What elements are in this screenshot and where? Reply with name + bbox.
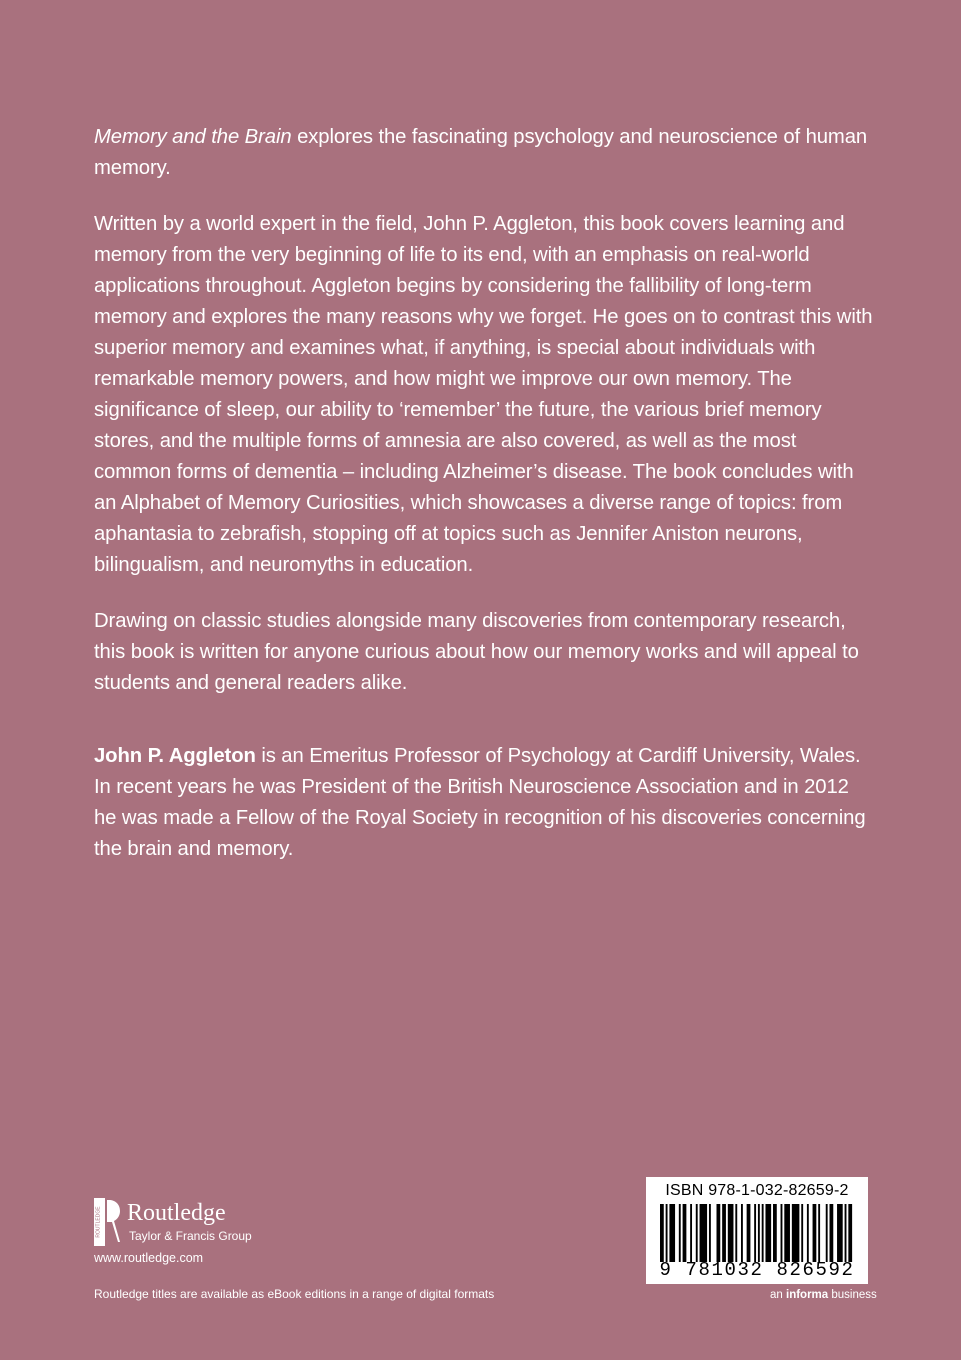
blurb-audience: Drawing on classic studies alongside many discoveries from contemporary research, this book is written for anyone curious about how our memory works and will appeal to students and general readers alike. (94, 610, 859, 694)
isbn-barcode (646, 1177, 868, 1284)
informa-brand: informa (786, 1289, 829, 1301)
publisher-name: Routledge (127, 1200, 226, 1226)
isbn-label: ISBN 978-1-032-82659-2 (665, 1182, 849, 1199)
informa-prefix: an (770, 1289, 786, 1301)
publisher-website[interactable]: www.routledge.com (94, 1251, 204, 1265)
publisher-block (94, 1196, 354, 1276)
publisher-group: Taylor & Francis Group (129, 1229, 252, 1243)
informa-business-tag (770, 1289, 877, 1302)
author-name: John P. Aggleton (94, 745, 256, 767)
book-title: Memory and the Brain (94, 126, 292, 148)
barcode-bars (660, 1204, 854, 1262)
barcode-digits: 9 781032 826592 (659, 1259, 855, 1281)
informa-suffix: business (828, 1289, 877, 1301)
routledge-logo-icon (94, 1198, 120, 1246)
ebook-note: Routledge titles are available as eBook editions in a range of digital formats (94, 1287, 495, 1301)
author-bio (94, 741, 874, 865)
author-bio-text: is an Emeritus Professor of Psychology at Cardiff University, Wales. In recent years he was President of the British Neuroscience Association and in 2012 he was made a Fellow of the Royal Society in recognition of his discoveries concerning the brain and memory. (94, 745, 866, 860)
svg-text:ROUTLEDGE: ROUTLEDGE (95, 1206, 102, 1238)
blurb-intro (94, 122, 874, 184)
blurb-intro-text: explores the fascinating psychology and neuroscience of human memory. (94, 126, 868, 179)
blurb-summary: Written by a world expert in the field, John P. Aggleton, this book covers learning and memory from the very beginning of life to its end, with an emphasis on real-world applications throughout. Aggleton begins by considering the fallibility of long-term memory and explores the many reasons why we forget. He goes on to contrast this with superior memory and examines what, if anything, is special about individuals with remarkable memory powers, and how might we improve our own memory. The significance of sleep, our ability to ‘remember’ the future, the various brief memory stores, and the multiple forms of amnesia are also covered, as well as the most common forms of dementia – including Alzheimer’s disease. The book concludes with an Alphabet of Memory Curiosities, which showcases a diverse range of topics: from aphantasia to zebrafish, stopping off at topics such as Jennifer Aniston neurons, bilingualism, and neuromyths in education. (94, 213, 873, 576)
back-cover-blurb (94, 122, 874, 890)
